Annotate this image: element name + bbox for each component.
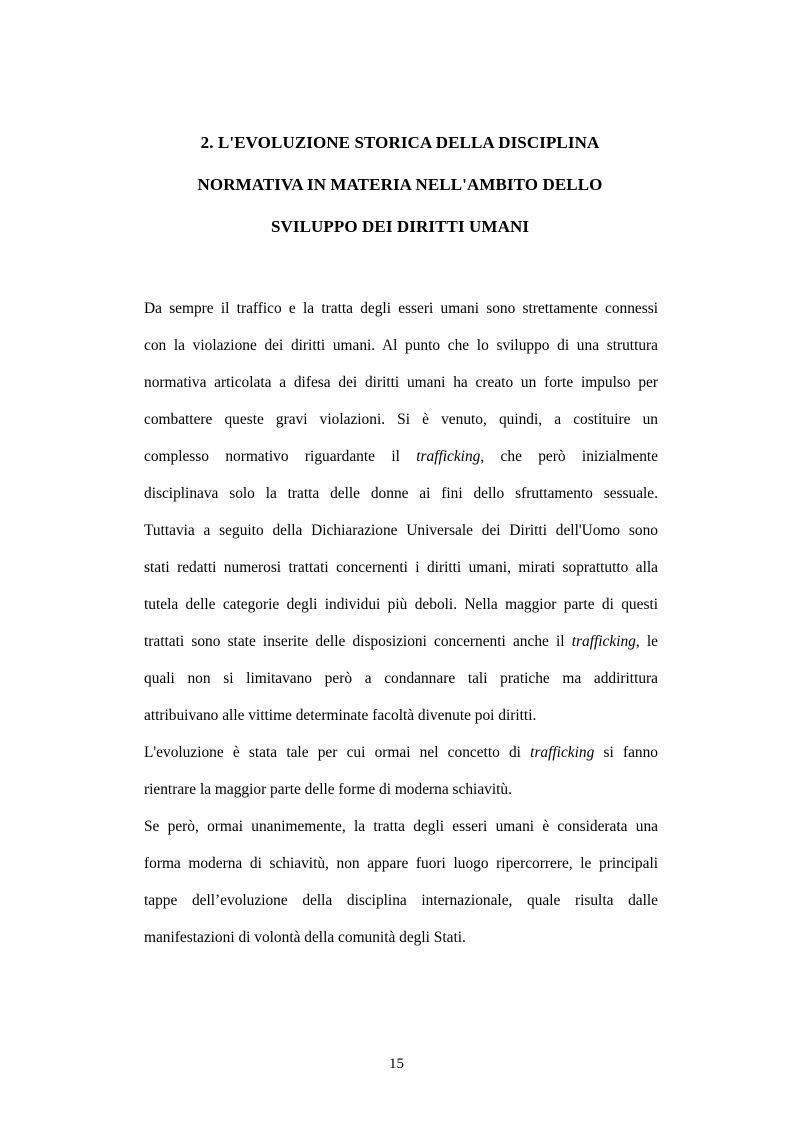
text-segment: L'evoluzione è stata tale per cui ormai nel concetto di <box>144 744 531 761</box>
paragraph-1 <box>144 290 658 734</box>
heading-line-2: NORMATIVA IN MATERIA NELL'AMBITO DELLO <box>197 175 603 194</box>
paragraph-line: quali non si limitavano però a condannare tali pratiche ma addirittura <box>144 670 658 687</box>
italic-term: trafficking <box>416 448 481 465</box>
paragraph-3 <box>144 808 658 956</box>
paragraph-line: tutela delle categorie degli individui più deboli. Nella maggior parte di questi <box>144 596 658 613</box>
text-segment: , le <box>635 633 658 650</box>
paragraph-line: con la violazione dei diritti umani. Al punto che lo sviluppo di una struttura <box>144 337 658 354</box>
paragraph-line: stati redatti numerosi trattati concernenti i diritti umani, mirati soprattutto alla <box>144 559 658 576</box>
paragraph-line: forma moderna di schiavitù, non appare fuori luogo ripercorrere, le principali <box>144 855 658 872</box>
text-segment: trattati sono state inserite delle disposizioni concernenti anche il <box>144 633 572 650</box>
paragraph-line <box>144 438 658 475</box>
text-segment: complesso normativo riguardante il <box>144 448 417 465</box>
paragraph-line: normativa articolata a difesa dei diritti umani ha creato un forte impulso per <box>144 374 658 391</box>
italic-term: trafficking <box>530 744 595 761</box>
paragraph-line <box>144 734 658 771</box>
paragraph-line: manifestazioni di volontà della comunità degli Stati. <box>144 929 466 946</box>
paragraph-line: Da sempre il traffico e la tratta degli esseri umani sono strettamente connessi <box>144 300 658 317</box>
paragraph-line: disciplinava solo la tratta delle donne ai fini dello sfruttamento sessuale. <box>144 485 658 502</box>
heading-line-1: 2. L'EVOLUZIONE STORICA DELLA DISCIPLINA <box>200 133 600 152</box>
paragraph-2 <box>144 734 658 808</box>
paragraph-line: combattere queste gravi violazioni. Si è venuto, quindi, a costituire un <box>144 411 658 428</box>
heading-line-3: SVILUPPO DEI DIRITTI UMANI <box>270 217 530 236</box>
text-segment: , che però inizialmente <box>480 448 658 465</box>
paragraph-line: Se però, ormai unanimemente, la tratta degli esseri umani è considerata una <box>144 818 658 835</box>
paragraph-line: tappe dell’evoluzione della disciplina internazionale, quale risulta dalle <box>144 892 658 909</box>
paragraph-line: rientrare la maggior parte delle forme di moderna schiavitù. <box>144 781 512 798</box>
italic-term: trafficking <box>571 633 636 650</box>
text-segment: si fanno <box>594 744 658 761</box>
paragraph-line <box>144 623 658 660</box>
page-number: 15 <box>389 1056 404 1072</box>
paragraph-line: Tuttavia a seguito della Dichiarazione Universale dei Diritti dell'Uomo sono <box>144 522 658 539</box>
paragraph-line: attribuivano alle vittime determinate facoltà divenute poi diritti. <box>144 707 537 724</box>
